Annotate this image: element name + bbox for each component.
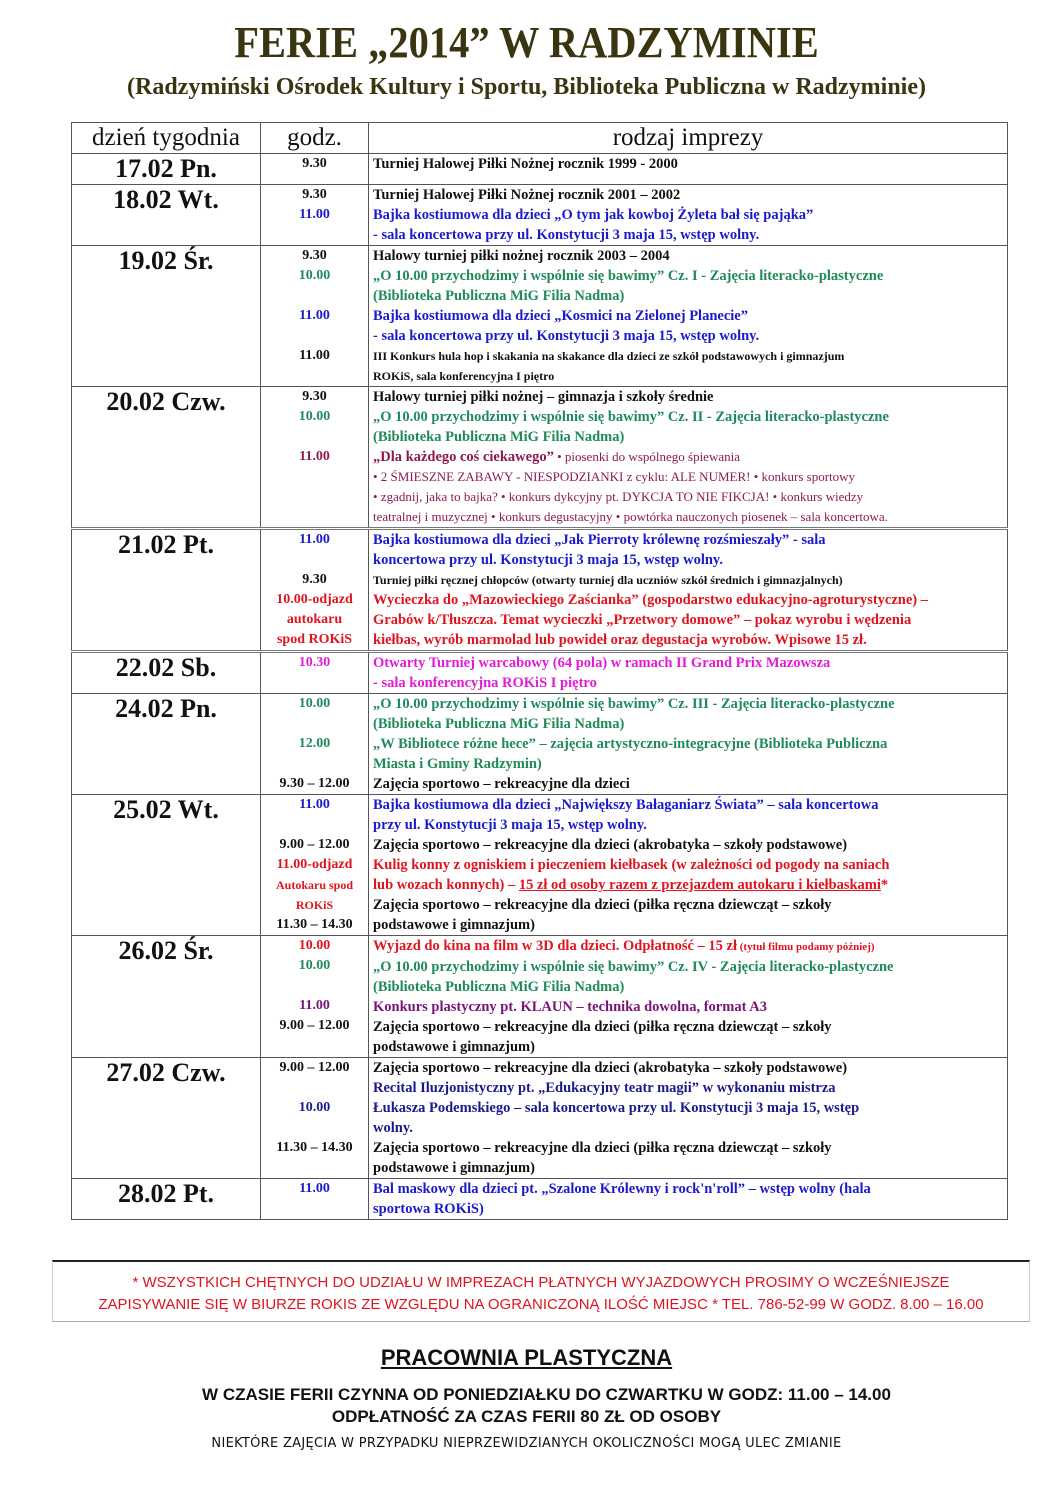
event-cell [369, 936, 1008, 1058]
time-entry: 10.00 [298, 696, 331, 711]
event-text: - sala koncertowa przy ul. Konstytucji 3 maja 15, wstęp wolny. [373, 227, 760, 243]
event-text: „W Bibliotece różne hece” – zajęcia artystyczno-integracyjne (Biblioteka Publiczna [373, 736, 888, 752]
time-entry [261, 427, 368, 447]
event-line [373, 366, 1007, 386]
event-text: (Biblioteka Publiczna MiG Filia Nadma) [373, 716, 625, 732]
time-entry: 11.00 [299, 998, 330, 1013]
time-cell [261, 529, 369, 652]
time-entry: autokaru [286, 612, 343, 627]
event-text: sportowa ROKiS) [373, 1201, 484, 1217]
notice-line-1: * WSZYSTKICH CHĘTNYCH DO UDZIAŁU W IMPREZACH PŁATNYCH WYJAZDOWYCH PROSIMY O WCZEŚNIEJSZE [132, 1274, 950, 1291]
event-price-underlined: 15 zł od osoby razem z przejazdem autokaru i kiełbaskami [518, 877, 881, 893]
time-entry: 9.30 [302, 389, 327, 404]
table-row [72, 652, 1008, 694]
event-text: „Dla każdego coś ciekawego” [373, 449, 554, 465]
event-line [373, 266, 1007, 286]
event-text: Bajka kostiumowa dla dzieci „O tym jak kowboj Żyleta bał się pająka” [373, 207, 814, 223]
event-text: Zajęcia sportowo – rekreacyjne dla dzieci [373, 776, 630, 792]
event-text: Bal maskowy dla dzieci pt. „Szalone Królewny i rock'n'roll” – wstęp wolny (hala [373, 1181, 871, 1197]
time-cell [261, 1058, 369, 1179]
event-text: III Konkurs hula hop i skakania na skakance dla dzieci ze szkół podstawowych i gimnazjum [373, 349, 845, 363]
time-entry [261, 754, 368, 774]
event-line [373, 1037, 1007, 1057]
time-entry [261, 550, 368, 570]
time-entry: 9.00 – 12.00 [279, 1018, 350, 1033]
event-line [373, 1179, 1007, 1199]
table-row [72, 1058, 1008, 1179]
time-entry: 10.00 [298, 1100, 331, 1115]
time-entry: 11.00 [299, 449, 330, 464]
event-text: przy ul. Konstytucji 3 maja 15, wstęp wolny. [373, 817, 647, 833]
event-line [373, 1078, 1007, 1098]
event-text: Łukasza Podemskiego – sala koncertowa przy ul. Konstytucji 3 maja 15, wstęp [373, 1100, 860, 1116]
table-row [72, 529, 1008, 652]
time-entry: 10.30 [298, 655, 331, 670]
event-text: - sala koncertowa przy ul. Konstytucji 3 maja 15, wstęp wolny. [373, 328, 760, 344]
event-line [373, 447, 1007, 467]
table-row [72, 936, 1008, 1058]
event-line [373, 1138, 1007, 1158]
time-entry: 11.30 – 14.30 [276, 1140, 353, 1155]
event-cell [369, 246, 1008, 387]
day-cell: 27.02 Czw. [72, 1058, 261, 1179]
event-line [373, 154, 1007, 174]
event-cell [369, 529, 1008, 652]
table-row [72, 185, 1008, 246]
event-text: Zajęcia sportowo – rekreacyjne dla dzieci (piłka ręczna dziewcząt – szkoły [373, 1019, 832, 1035]
event-cell [369, 795, 1008, 936]
event-text: (Biblioteka Publiczna MiG Filia Nadma) [373, 979, 625, 995]
event-text: „O 10.00 przychodzimy i wspólnie się bawimy” Cz. IV - Zajęcia literacko-plastyczne [373, 959, 894, 975]
event-text: • zgadnij, jaka to bajka? • konkurs dykcyjny pt. DYKCJA TO NIE FIKCJA! • konkurs wiedzy [373, 489, 864, 504]
event-text: Bajka kostiumowa dla dzieci „Kosmici na Zielonej Planecie” [373, 308, 748, 324]
time-cell [261, 387, 369, 529]
column-header-time: godz. [261, 123, 369, 154]
event-text: (Biblioteka Publiczna MiG Filia Nadma) [373, 429, 625, 445]
notice-line-2: ZAPISYWANIE SIĘ W BIURZE ROKIS ZE WZGLĘDU NA OGRANICZONĄ ILOŚĆ MIEJSC * TEL. 786-52-99 W GODZ. 8.00 – 16.00 [98, 1296, 984, 1313]
event-line [373, 427, 1007, 447]
time-entry: 11.00 [299, 207, 330, 222]
event-text: podstawowe i gimnazjum) [373, 917, 535, 933]
event-text: „O 10.00 przychodzimy i wspólnie się bawimy” Cz. II - Zajęcia literacko-plastyczne [373, 409, 889, 425]
day-cell: 22.02 Sb. [72, 652, 261, 694]
event-line [373, 774, 1007, 794]
time-entry: 11.00 [299, 797, 330, 812]
event-suffix: • piosenki do wspólnego śpiewania [553, 449, 740, 464]
registration-notice [52, 1260, 1030, 1322]
event-text: - sala konferencyjna ROKiS I piętro [373, 675, 597, 691]
event-line [373, 467, 1007, 487]
time-entry: 12.00 [298, 736, 331, 751]
event-text: podstawowe i gimnazjum) [373, 1160, 535, 1176]
event-line [373, 795, 1007, 815]
event-line [373, 1017, 1007, 1037]
event-line [373, 1058, 1007, 1078]
event-line [373, 205, 1007, 225]
time-entry [261, 1118, 368, 1138]
table-row [72, 795, 1008, 936]
time-entry: Autokaru spod [275, 878, 354, 892]
time-entry: 11.30 – 14.30 [276, 917, 353, 932]
workshop-heading: PRACOWNIA PLASTYCZNA [380, 1345, 673, 1370]
schedule-table [71, 122, 1008, 1220]
event-line [373, 1199, 1007, 1219]
time-entry: 9.30 [302, 187, 327, 202]
time-entry: 11.00 [299, 532, 330, 547]
day-cell: 18.02 Wt. [72, 185, 261, 246]
time-entry: 9.30 [302, 248, 327, 263]
time-entry: 10.00 [298, 409, 331, 424]
table-row [72, 1179, 1008, 1220]
time-entry [261, 1078, 368, 1098]
time-entry: 9.30 – 12.00 [279, 776, 350, 791]
time-entry [261, 815, 368, 835]
event-line [373, 875, 1007, 895]
day-cell: 20.02 Czw. [72, 387, 261, 529]
event-line [373, 815, 1007, 835]
day-cell: 26.02 Śr. [72, 936, 261, 1058]
event-line [373, 915, 1007, 935]
event-line [373, 610, 1007, 630]
event-text: Zajęcia sportowo – rekreacyjne dla dzieci (piłka ręczna dziewcząt – szkoły [373, 1140, 832, 1156]
event-text: Otwarty Turniej warcabowy (64 pola) w ramach II Grand Prix Mazowsza [373, 655, 831, 671]
event-cell [369, 154, 1008, 185]
event-line [373, 487, 1007, 507]
event-text: Turniej piłki ręcznej chłopców (otwarty turniej dla uczniów szkół średnich i gimnazjalnych) [373, 573, 843, 587]
event-text: Wycieczka do „Mazowieckiego Zaścianka” (gospodarstwo edukacyjno-agroturystyczne) – [373, 592, 928, 608]
time-cell [261, 795, 369, 936]
event-text: Bajka kostiumowa dla dzieci „Jak Pierroty królewnę rozśmieszały” - sala [373, 532, 826, 548]
page-title: FERIE „2014” W RADZYMINIE [234, 18, 819, 67]
event-line [373, 835, 1007, 855]
workshop-hours: W CZASIE FERII CZYNNA OD PONIEDZIAŁKU DO CZWARTKU W GODZ: 11.00 – 14.00 [202, 1385, 891, 1404]
event-text: koncertowa przy ul. Konstytucji 3 maja 15, wstęp wolny. [373, 552, 724, 568]
event-line [373, 306, 1007, 326]
event-line [373, 714, 1007, 734]
event-line [373, 570, 1007, 590]
event-line [373, 407, 1007, 427]
schedule-body [72, 154, 1008, 1220]
time-entry: 9.30 [302, 156, 327, 171]
time-entry: 11.00 [299, 348, 330, 363]
event-line [373, 1118, 1007, 1138]
event-note: (tytuł filmu podamy później) [737, 941, 875, 953]
time-cell [261, 1179, 369, 1220]
time-entry: spod ROKiS [276, 632, 353, 647]
time-entry [261, 714, 368, 734]
time-entry [261, 286, 368, 306]
event-text: „O 10.00 przychodzimy i wspólnie się bawimy” Cz. I - Zajęcia literacko-plastyczne [373, 268, 884, 284]
event-text: Turniej Halowej Piłki Nożnej rocznik 2001 – 2002 [373, 187, 681, 203]
event-line [373, 346, 1007, 366]
event-cell [369, 694, 1008, 795]
event-line [373, 895, 1007, 915]
event-cell [369, 387, 1008, 529]
event-text: „O 10.00 przychodzimy i wspólnie się bawimy” Cz. III - Zajęcia literacko-plastyczne [373, 696, 895, 712]
time-cell [261, 154, 369, 185]
event-text: Grabów k/Tłuszcza. Temat wycieczki „Przetwory domowe” – pokaz wyrobu i wędzenia [373, 612, 912, 628]
event-text: lub wozach konnych) – [373, 877, 519, 893]
event-line [373, 185, 1007, 205]
day-cell: 19.02 Śr. [72, 246, 261, 387]
time-entry: 10.00 [298, 958, 331, 973]
time-entry [261, 976, 368, 996]
table-header-row [72, 123, 1008, 154]
event-text: Turniej Halowej Piłki Nożnej rocznik 1999 - 2000 [373, 156, 678, 172]
day-cell: 21.02 Pt. [72, 529, 261, 652]
event-cell [369, 185, 1008, 246]
event-text: podstawowe i gimnazjum) [373, 1039, 535, 1055]
time-cell [261, 652, 369, 694]
day-cell: 25.02 Wt. [72, 795, 261, 936]
event-text: Konkurs plastyczny pt. KLAUN – technika dowolna, format A3 [373, 999, 767, 1015]
event-line [373, 326, 1007, 346]
event-text: Wyjazd do kina na film w 3D dla dzieci. Odpłatność – 15 zł [373, 938, 738, 954]
event-text: ROKiS, sala konferencyjna I piętro [373, 369, 555, 383]
event-cell [369, 1058, 1008, 1179]
time-cell [261, 694, 369, 795]
event-text: (Biblioteka Publiczna MiG Filia Nadma) [373, 288, 625, 304]
time-entry: 10.00 [298, 938, 331, 953]
event-line [373, 957, 1007, 977]
event-line [373, 977, 1007, 997]
event-text: Halowy turniej piłki nożnej – gimnazja i szkoły średnie [373, 389, 714, 405]
event-line [373, 286, 1007, 306]
event-cell [369, 1179, 1008, 1220]
event-line [373, 1158, 1007, 1178]
time-cell [261, 246, 369, 387]
event-line [373, 997, 1007, 1017]
event-text: Zajęcia sportowo – rekreacyjne dla dzieci (piłka ręczna dziewcząt – szkoły [373, 897, 832, 913]
event-line [373, 694, 1007, 714]
event-suffix: * [880, 877, 889, 893]
event-text: Miasta i Gminy Radzymin) [373, 756, 542, 772]
event-line [373, 530, 1007, 550]
event-text: teatralnej i muzycznej • konkurs degustacyjny • powtórka nauczonych piosenek – sala koncertowa. [373, 509, 888, 524]
table-row [72, 387, 1008, 529]
event-line [373, 387, 1007, 407]
event-line [373, 507, 1007, 527]
time-cell [261, 185, 369, 246]
event-text: • 2 ŚMIESZNE ZABAWY - NIESPODZIANKI z cyklu: ALE NUMER! • konkurs sportowy [373, 469, 856, 484]
event-text: kiełbas, wyrób marmolad lub powideł oraz degustacja wyrobów. Wpisowe 15 zł. [373, 632, 867, 648]
event-line [373, 225, 1007, 245]
event-line [373, 630, 1007, 650]
column-header-event: rodzaj imprezy [369, 123, 1008, 154]
column-header-day: dzień tygodnia [72, 123, 261, 154]
event-text: Kulig konny z ogniskiem i pieczeniem kiełbasek (w zależności od pogody na saniach [373, 857, 890, 873]
time-entry: ROKiS [295, 898, 334, 912]
event-text: Halowy turniej piłki nożnej rocznik 2003 – 2004 [373, 248, 670, 264]
time-entry: 9.00 – 12.00 [279, 1060, 350, 1075]
time-entry [261, 326, 368, 346]
time-entry: 10.00-odjazd [276, 592, 353, 607]
page-subtitle: (Radzymiński Ośrodek Kultury i Sportu, Biblioteka Publiczna w Radzyminie) [127, 74, 926, 100]
event-line [373, 1098, 1007, 1118]
time-entry: 9.30 [302, 572, 327, 587]
event-text: wolny. [373, 1120, 413, 1136]
time-entry: 10.00 [298, 268, 331, 283]
change-notice: NIEKTÓRE ZAJĘCIA W PRZYPADKU NIEPRZEWIDZIANYCH OKOLICZNOŚCI MOGĄ ULEC ZMIANIE [211, 1436, 842, 1451]
day-cell: 24.02 Pn. [72, 694, 261, 795]
time-entry: 9.00 – 12.00 [279, 837, 350, 852]
table-row [72, 154, 1008, 185]
time-cell [261, 936, 369, 1058]
table-row [72, 694, 1008, 795]
event-line [373, 936, 1007, 957]
event-text: Zajęcia sportowo – rekreacyjne dla dzieci (akrobatyka – szkoły podstawowe) [373, 837, 848, 853]
event-line [373, 855, 1007, 875]
event-text: Bajka kostiumowa dla dzieci „Największy Bałaganiarz Świata” – sala koncertowa [373, 797, 879, 813]
time-entry: 11.00-odjazd [276, 857, 353, 872]
day-cell: 17.02 Pn. [72, 154, 261, 185]
event-line [373, 653, 1007, 673]
time-entry: 11.00 [299, 1181, 330, 1196]
event-text: Zajęcia sportowo – rekreacyjne dla dzieci (akrobatyka – szkoły podstawowe) [373, 1060, 848, 1076]
time-entry: 11.00 [299, 308, 330, 323]
table-row [72, 246, 1008, 387]
event-cell [369, 652, 1008, 694]
event-line [373, 550, 1007, 570]
event-line [373, 590, 1007, 610]
event-line [373, 734, 1007, 754]
event-line [373, 673, 1007, 693]
workshop-fee: ODPŁATNOŚĆ ZA CZAS FERII 80 ZŁ OD OSOBY [331, 1407, 722, 1426]
event-line [373, 754, 1007, 774]
day-cell: 28.02 Pt. [72, 1179, 261, 1220]
event-line [373, 246, 1007, 266]
event-text: Recital Iluzjonistyczny pt. „Edukacyjny teatr magii” w wykonaniu mistrza [373, 1080, 836, 1096]
